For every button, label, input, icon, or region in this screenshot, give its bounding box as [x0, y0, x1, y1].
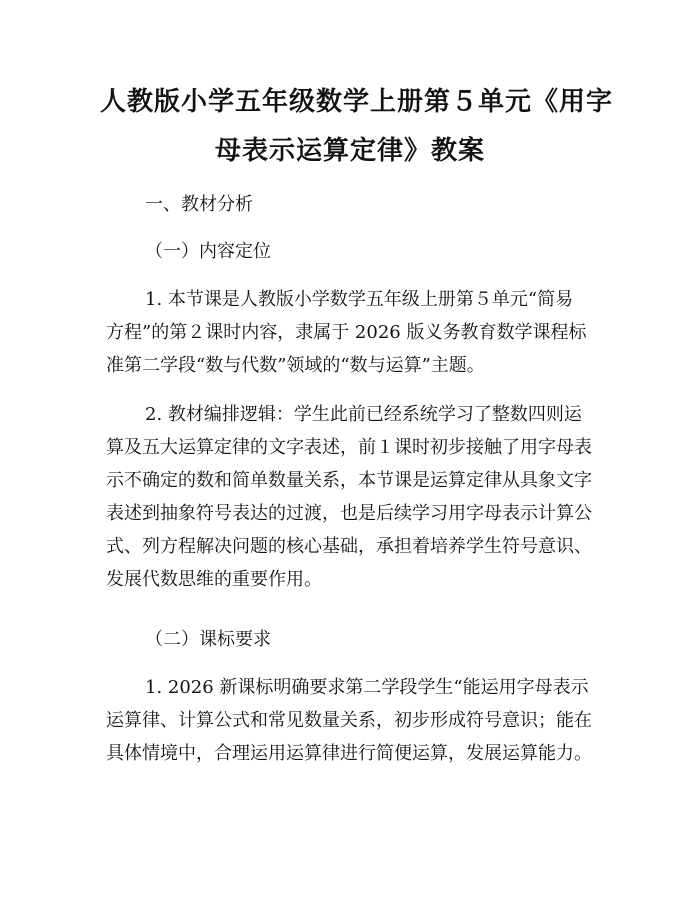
paragraph-line: 式、列方程解决问题的核心基础，承担着培养学生符号意识、 [106, 536, 592, 557]
paragraph-line: 算及五大运算定律的文字表述，前１课时初步接触了用字母表 [106, 437, 592, 458]
paragraph-line: 1. 本节课是人教版小学数学五年级上册第５单元“简易 [145, 289, 574, 310]
paragraph-line: 准第二学段“数与代数”领域的“数与运算”主题。 [106, 355, 485, 376]
paragraph-line: 具体情境中，合理运用运算律进行简便运算，发展运算能力。 [106, 743, 592, 764]
paragraph-line: 2. 教材编排逻辑：学生此前已经系统学习了整数四则运 [145, 404, 582, 425]
paragraph-line: 发展代数思维的重要作用。 [106, 569, 322, 590]
paragraph-line: 表述到抽象符号表达的过渡，也是后续学习用字母表示计算公 [106, 503, 592, 524]
document-title-line-1: 人教版小学五年级数学上册第５单元《用字 [100, 87, 614, 117]
paragraph-line: 1. 2026 新课标明确要求第二学段学生“能运用字母表示 [145, 677, 589, 698]
paragraph-line: 示不确定的数和简单数量关系，本节课是运算定律从具象文字 [106, 470, 592, 491]
subsection-heading-content-positioning: （一）内容定位 [145, 241, 271, 262]
section-heading-teaching-material-analysis: 一、教材分析 [145, 194, 253, 215]
paragraph-line: 运算律、计算公式和常见数量关系，初步形成符号意识；能在 [106, 710, 592, 731]
subsection-heading-curriculum-requirements: （二）课标要求 [145, 629, 271, 650]
paragraph-line: 方程”的第２课时内容，隶属于 2026 版义务教育数学课程标 [106, 322, 587, 343]
document-title-line-2: 母表示运算定律》教案 [214, 136, 485, 166]
